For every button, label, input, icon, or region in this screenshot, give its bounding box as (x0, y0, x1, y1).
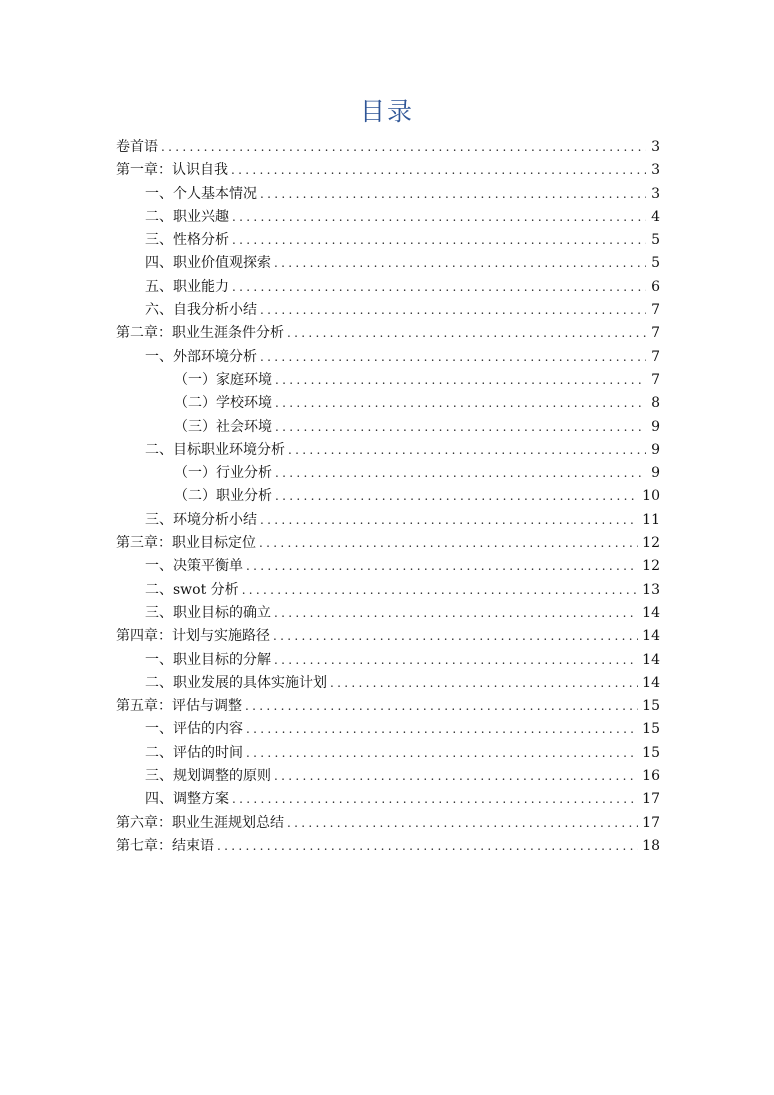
toc-dot-leader (288, 439, 646, 462)
toc-dot-leader (275, 462, 646, 485)
toc-dot-leader (259, 532, 638, 555)
toc-entry-label: （一）行业分析 (174, 465, 272, 482)
toc-entry[interactable] (116, 742, 660, 765)
toc-entry-page-number: 8 (651, 395, 660, 412)
toc-entry-label: 卷首语 (116, 139, 158, 155)
toc-entry-label: 三、性格分析 (145, 232, 229, 249)
toc-entry[interactable] (116, 555, 660, 578)
toc-dot-leader (232, 229, 646, 252)
toc-entry-label: 一、个人基本情况 (145, 185, 257, 202)
toc-dot-leader (232, 276, 646, 299)
toc-entry-label: 二、职业发展的具体实施计划 (145, 674, 327, 691)
toc-entry-page-number: 9 (651, 441, 660, 458)
toc-entry-label: 第五章：评估与调整 (116, 698, 242, 715)
toc-entry-label: 第七章：结束语 (116, 837, 214, 854)
toc-entry-label: 四、调整方案 (145, 791, 229, 808)
toc-entry-label: 二、评估的时间 (145, 744, 243, 761)
toc-entry[interactable] (116, 229, 660, 252)
toc-entry-label: 第四章：计划与实施路径 (116, 628, 270, 645)
toc-entry-label: （三）社会环境 (174, 418, 272, 435)
toc-entry-page-number: 15 (642, 721, 660, 738)
toc-entry-label: （二）学校环境 (174, 395, 272, 412)
toc-entry[interactable] (116, 206, 660, 229)
toc-entry-label: 二、swot 分析 (145, 581, 239, 598)
toc-entry-label: 二、目标职业环境分析 (145, 441, 285, 458)
toc-dot-leader (232, 788, 638, 811)
toc-dot-leader (274, 765, 638, 788)
toc-dot-leader (274, 252, 646, 275)
toc-entry-page-number: 10 (642, 488, 660, 505)
toc-entry-label: 四、职业价值观探索 (145, 255, 271, 272)
toc-entry-page-number: 12 (642, 535, 660, 552)
toc-entry-page-number: 4 (651, 208, 660, 225)
toc-entry-page-number: 14 (642, 651, 660, 668)
toc-dot-leader (274, 649, 638, 672)
toc-dot-leader (260, 299, 646, 322)
toc-entry[interactable] (116, 276, 660, 299)
toc-entry-page-number: 7 (651, 371, 660, 388)
toc-dot-leader (287, 812, 638, 835)
toc-entry-page-number: 3 (651, 139, 660, 155)
toc-entry[interactable] (116, 718, 660, 741)
toc-entry-label: 三、规划调整的原则 (145, 768, 271, 785)
toc-dot-leader (274, 602, 638, 625)
toc-dot-leader (260, 509, 638, 532)
toc-entry-label: （一）家庭环境 (174, 371, 272, 388)
toc-entry-page-number: 17 (642, 814, 660, 831)
toc-entry-page-number: 7 (651, 348, 660, 365)
toc-dot-leader (275, 369, 646, 392)
toc-entry[interactable] (116, 532, 660, 555)
toc-list (116, 136, 660, 858)
toc-entry-page-number: 3 (651, 185, 660, 202)
toc-entry[interactable] (116, 416, 660, 439)
toc-entry[interactable] (116, 695, 660, 718)
toc-entry-page-number: 5 (651, 232, 660, 249)
toc-entry[interactable] (116, 765, 660, 788)
toc-entry-label: 三、职业目标的确立 (145, 604, 271, 621)
toc-dot-leader (232, 206, 646, 229)
toc-dot-leader (275, 485, 638, 508)
toc-dot-leader (242, 579, 638, 602)
toc-entry-page-number: 17 (642, 791, 660, 808)
toc-entry-label: 一、外部环境分析 (145, 348, 257, 365)
toc-entry[interactable] (116, 835, 660, 858)
toc-entry-page-number: 13 (642, 581, 660, 598)
toc-entry-label: 三、环境分析小结 (145, 511, 257, 528)
toc-entry-page-number: 6 (651, 278, 660, 295)
toc-dot-leader (275, 392, 646, 415)
toc-entry[interactable] (116, 299, 660, 322)
toc-entry-label: 一、职业目标的分解 (145, 651, 271, 668)
toc-entry-label: 五、职业能力 (145, 278, 229, 295)
toc-dot-leader (246, 718, 638, 741)
toc-entry[interactable] (116, 252, 660, 275)
toc-entry-label: 第二章：职业生涯条件分析 (116, 325, 284, 342)
toc-entry-page-number: 14 (642, 628, 660, 645)
toc-dot-leader (275, 416, 646, 439)
toc-entry[interactable] (116, 462, 660, 485)
toc-entry-label: （二）职业分析 (174, 488, 272, 505)
toc-entry[interactable] (116, 649, 660, 672)
toc-dot-leader (330, 672, 638, 695)
toc-entry-page-number: 11 (642, 511, 660, 528)
toc-dot-leader (231, 159, 646, 182)
toc-entry-label: 第三章：职业目标定位 (116, 535, 256, 552)
toc-entry[interactable] (116, 322, 660, 345)
toc-dot-leader (260, 183, 646, 206)
toc-entry-label: 第六章：职业生涯规划总结 (116, 814, 284, 831)
toc-entry-page-number: 7 (651, 325, 660, 342)
toc-entry[interactable] (116, 485, 660, 508)
toc-entry-page-number: 12 (642, 558, 660, 575)
toc-entry-label: 一、决策平衡单 (145, 558, 243, 575)
toc-entry-page-number: 15 (642, 744, 660, 761)
toc-entry-page-number: 14 (642, 604, 660, 621)
toc-entry-label: 一、评估的内容 (145, 721, 243, 738)
toc-entry-page-number: 9 (651, 418, 660, 435)
toc-dot-leader (217, 835, 638, 858)
toc-dot-leader (273, 625, 638, 648)
toc-entry[interactable] (116, 509, 660, 532)
toc-entry-page-number: 18 (642, 837, 660, 854)
toc-dot-leader (260, 346, 646, 369)
toc-dot-leader (161, 136, 646, 159)
toc-dot-leader (245, 695, 638, 718)
toc-entry-page-number: 16 (642, 768, 660, 785)
toc-entry[interactable] (116, 159, 660, 182)
toc-entry-page-number: 14 (642, 674, 660, 691)
toc-entry-page-number: 9 (651, 465, 660, 482)
toc-entry[interactable] (116, 602, 660, 625)
toc-dot-leader (246, 555, 638, 578)
toc-entry[interactable] (116, 392, 660, 415)
toc-entry-page-number: 7 (651, 302, 660, 319)
toc-entry-page-number: 15 (642, 698, 660, 715)
toc-entry[interactable] (116, 183, 660, 206)
toc-entry-page-number: 3 (651, 162, 660, 179)
toc-dot-leader (246, 742, 638, 765)
toc-dot-leader (287, 322, 646, 345)
toc-entry[interactable] (116, 672, 660, 695)
toc-entry[interactable] (116, 788, 660, 811)
toc-entry-page-number: 5 (651, 255, 660, 272)
toc-entry-label: 六、自我分析小结 (145, 302, 257, 319)
toc-title: 目录 (359, 97, 414, 126)
toc-entry[interactable] (116, 812, 660, 835)
toc-entry[interactable] (116, 579, 660, 602)
toc-entry[interactable] (116, 625, 660, 648)
toc-entry-label: 二、职业兴趣 (145, 208, 229, 225)
toc-entry[interactable] (116, 369, 660, 392)
toc-entry[interactable] (116, 439, 660, 462)
toc-entry[interactable] (116, 136, 660, 159)
toc-entry-label: 第一章：认识自我 (116, 162, 228, 179)
toc-entry[interactable] (116, 346, 660, 369)
